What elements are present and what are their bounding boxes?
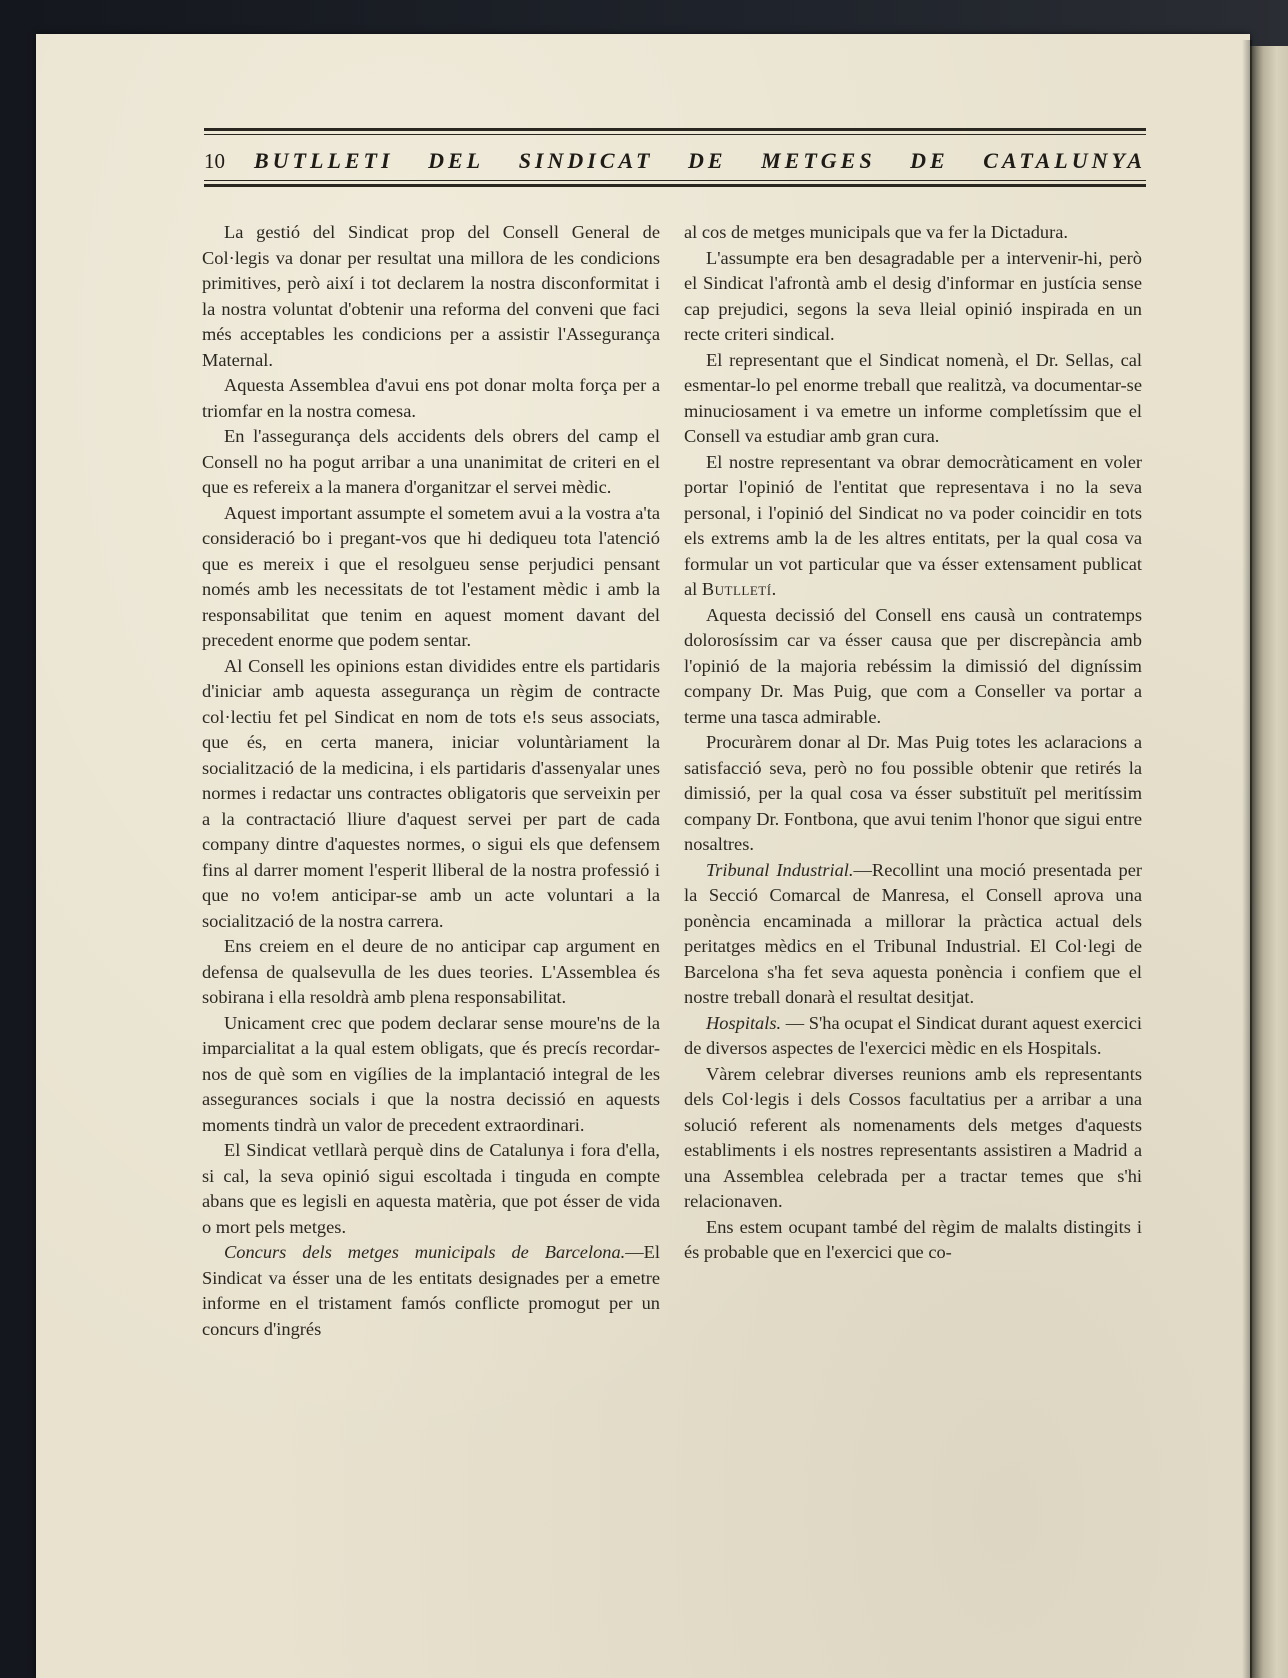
paragraph: Procuràrem donar al Dr. Mas Puig totes les aclaracions a satisfacció seva, però no fou possible obtenir que retirés la dimissió, per la qual cosa va ésser substituït pel meritíssim company Dr. Fontbona, que avui tenim l'honor que sigui entre nosaltres. (684, 732, 1142, 854)
left-column (202, 220, 660, 1342)
title-word: DEL (428, 148, 485, 173)
header-rule-top-thin (204, 134, 1146, 135)
section-paragraph (684, 858, 1142, 1011)
paragraph: En l'assegurança dels accidents dels obrers del camp el Consell no ha pogut arribar a una unanimitat de criteri en el que es refereix a la manera d'organitzar el servei mèdic. (202, 426, 660, 497)
section-heading: Tribunal Industrial. (706, 859, 854, 880)
section-paragraph (684, 1011, 1142, 1062)
title-word: BUTLLETI (254, 148, 394, 173)
paragraph: L'assumpte era ben desagradable per a intervenir-hi, però el Sindicat l'afrontà amb el desig d'informar en justícia sense cap prejudici, segons la seva lleial opinió inspirada en un recte criteri sindical. (684, 247, 1142, 344)
title-word: DE (910, 148, 949, 173)
page-gutter-shadow (1242, 40, 1252, 1678)
paragraph-text: El nostre representant va obrar democràticament en voler portar l'opinió de l'entitat que representava i no la seva personal, i l'opinió del Sindicat no va poder coincidir en tots els extrems amb la de les altres entitats, per la qual cosa va formular un vot particular que va ésser extensament publicat al (684, 451, 1142, 599)
section-heading: Concurs dels metges municipals de Barcelona. (224, 1242, 626, 1262)
paragraph: La gestió del Sindicat prop del Consell General de Col·legis va donar per resultat una millora de les condicions primitives, però així i tot declarem la nostra disconformitat i la nostra voluntat d'obtenir una reforma del conveni que faci més acceptables les condicions per a assistir l'Assegurança Maternal. (202, 222, 660, 370)
paragraph: Ens estem ocupant també del règim de malalts distingits i és probable que en l'exercici que co- (684, 1216, 1142, 1262)
section-paragraph (202, 1240, 660, 1342)
paragraph-continuation: al cos de metges municipals que va fer la Dictadura. (684, 222, 1069, 242)
paragraph (684, 450, 1142, 603)
header-rule-top (204, 128, 1146, 131)
paragraph: Vàrem celebrar diverses reunions amb els representants dels Col·legis i dels Cossos facultatius per a arribar a una solució referent als nomenaments dels metges d'aquests establiments i els nostres representants assistiren a Madrid a una Assemblea celebrada per a tractar temes que s'hi relacionaven. (684, 1063, 1142, 1211)
paragraph: Aquesta Assemblea d'avui ens pot donar molta força per a triomfar en la nostra comesa. (202, 375, 660, 421)
title-word: CATALUNYA (983, 148, 1146, 173)
paragraph: Ens creiem en el deure de no anticipar cap argument en defensa de qualsevulla de les dues teories. L'Assemblea és sobirana i ella resoldrà amb plena responsabilitat. (202, 936, 660, 1007)
header-rule-bottom-thin (204, 180, 1146, 181)
section-text: — S'ha ocupat el Sindicat durant aquest exercici de diversos aspectes de l'exercici mèdic en els Hospitals. (684, 1012, 1142, 1058)
header-rule-bottom (204, 184, 1146, 187)
page-number: 10 (204, 148, 225, 173)
journal-title (254, 148, 1146, 174)
section-text: —Recollint una moció presentada per la Secció Comarcal de Manresa, el Consell aprova una ponència encaminada a millorar la pràctica actual dels peritatges mèdics en el Tribunal Industrial. El Col·legi de Barcelona s'ha fet seva aquesta ponència i confiem que el nostre treball donarà el resultat desitjat. (684, 859, 1142, 1007)
title-word: SINDICAT (518, 148, 654, 173)
title-word: DE (687, 148, 727, 173)
section-heading: Hospitals. (706, 1012, 782, 1033)
section-text: —El Sindicat va ésser una de les entitats designades per a emetre informe en el tristament famós conflicte promogut per un concurs d'ingrés (202, 1242, 660, 1339)
running-header (204, 128, 1146, 190)
title-word: METGES (761, 148, 876, 173)
right-column (684, 220, 1142, 1266)
header-row (204, 146, 1146, 176)
paragraph: Unicament crec que podem declarar sense moure'ns de la imparcialitat a la qual estem obligats, que és precís recordar-nos de què som en vigílies de la implantació integral de les assegurances socials i que la nostra decissió en aquests moments tindrà un valor de precedent extraordinari. (202, 1012, 660, 1135)
bulletin-name: Butlletí. (701, 579, 777, 599)
paragraph: Al Consell les opinions estan dividides entre els partidaris d'iniciar amb aquesta assegurança un règim de contracte col·lectiu fet pel Sindicat en nom de tots e!s seus associats, que és, en certa manera, iniciar voluntàriament la socialització de la medicina, i els partidaris d'assenyalar unes normes i redactar uns contractes obligatoris que serveixin per a la contractació lliure d'aquest servei per part de cada company dintre d'aquestes normes, o sigui els que defensem fins al darrer moment l'esperit lliberal de la nostra professió i que no vo!em anticipar-se amb un acte voluntari a la socialització de la nostra carrera. (202, 655, 660, 931)
paragraph: El representant que el Sindicat nomenà, el Dr. Sellas, cal esmentar-lo pel enorme treball que realitzà, va documentar-se minuciosament i va emetre un informe completíssim que el Consell va estudiar amb gran cura. (684, 349, 1142, 446)
paragraph: Aquesta decissió del Consell ens causà un contratemps dolorosíssim car va ésser causa que per discrepància amb l'opinió de la majoria rebéssim la dimissió del digníssim company Dr. Mas Puig, que com a Conseller va portar a terme una tasca admirable. (684, 604, 1142, 727)
paragraph: El Sindicat vetllarà perquè dins de Catalunya i fora d'ella, si cal, la seva opinió sigui escoltada i tinguda en compte abans que es legisli en aquesta matèria, que pot ésser de vida o mort pels metges. (202, 1140, 660, 1237)
paragraph: Aquest important assumpte el sometem avui a la vostra a'ta consideració bo i pregant-vos que hi dediqueu tota l'atenció que es mereix i que el resolgueu sense perjudici pensant només amb les necessitats de tot l'estament mèdic i amb la responsabilitat que tenim en aquest moment davant del precedent enorme que podem sentar. (202, 502, 660, 650)
adjacent-page-edge (1250, 46, 1288, 1678)
